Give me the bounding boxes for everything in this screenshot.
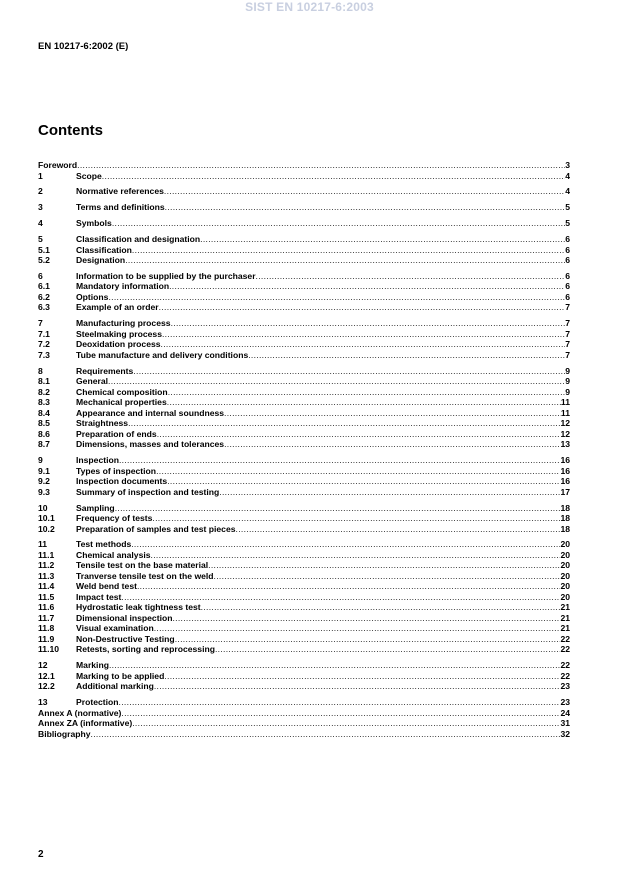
- toc-leader-dots: [77, 160, 565, 171]
- toc-entry[interactable]: [38, 487, 570, 498]
- toc-leader-dots: [121, 708, 560, 719]
- toc-leader-dots: [175, 634, 561, 645]
- toc-entry-page: 23: [560, 681, 570, 692]
- toc-entry-page: 24: [560, 707, 570, 718]
- toc-entry-number: 12.1: [38, 670, 55, 681]
- toc-entry-label: Normative references: [76, 186, 164, 197]
- toc-entry-number: 11.5: [38, 591, 55, 602]
- toc-leader-dots: [224, 408, 561, 419]
- toc-entry-number: 6.2: [38, 291, 50, 302]
- toc-entry-number: 7: [38, 318, 43, 329]
- document-id: EN 10217-6:2002 (E): [38, 41, 129, 52]
- toc-entry[interactable]: [38, 524, 570, 535]
- toc-leader-dots: [167, 476, 560, 487]
- toc-leader-dots: [167, 397, 561, 408]
- toc-entry-number: 11.9: [38, 633, 55, 644]
- toc-entry-page: 6: [565, 255, 570, 266]
- toc-leader-dots: [215, 644, 560, 655]
- toc-entry-number: 8.2: [38, 386, 50, 397]
- toc-entry-number: 12.2: [38, 681, 55, 692]
- toc-entry[interactable]: [38, 171, 570, 182]
- toc-leader-dots: [164, 671, 560, 682]
- toc-entry-page: 21: [560, 602, 570, 613]
- toc-entry-number: 9.1: [38, 465, 50, 476]
- toc-entry-label: Summary of inspection and testing: [76, 486, 220, 497]
- toc-entry-label: Impact test: [76, 591, 122, 602]
- toc-entry-number: 5: [38, 234, 43, 245]
- toc-entry[interactable]: [38, 234, 570, 245]
- toc-entry-label: Tube manufacture and delivery conditions: [76, 349, 249, 360]
- toc-entry[interactable]: [38, 376, 570, 387]
- toc-entry-page: 22: [560, 644, 570, 655]
- toc-leader-dots: [137, 581, 560, 592]
- toc-entry-page: 6: [565, 281, 570, 292]
- toc-entry-number: 6.1: [38, 281, 50, 292]
- toc-entry-label: Requirements: [76, 365, 134, 376]
- toc-entry-number: 3: [38, 202, 43, 213]
- toc-leader-dots: [169, 281, 565, 292]
- toc-leader-dots: [121, 592, 560, 603]
- toc-entry-number: 7.1: [38, 328, 50, 339]
- toc-entry-label: Designation: [76, 255, 126, 266]
- toc-leader-dots: [256, 271, 566, 282]
- toc-entry-page: 17: [560, 486, 570, 497]
- toc-entry[interactable]: [38, 160, 570, 171]
- toc-entry-number: 11.1: [38, 549, 55, 560]
- toc-entry-label: General: [76, 376, 109, 387]
- toc-entry-label: Mechanical properties: [76, 397, 167, 408]
- toc-entry-number: 5.1: [38, 244, 50, 255]
- toc-entry-label: Classification: [76, 244, 132, 255]
- toc-entry-page: 18: [560, 502, 570, 513]
- toc-entry-number: 4: [38, 218, 43, 229]
- toc-entry-page: 22: [560, 670, 570, 681]
- toc-entry[interactable]: [38, 397, 570, 408]
- toc-leader-dots: [109, 660, 560, 671]
- toc-entry-page: 9: [565, 376, 570, 387]
- toc-entry[interactable]: [38, 408, 570, 419]
- toc-entry[interactable]: [38, 718, 570, 729]
- toc-entry[interactable]: [38, 255, 570, 266]
- toc-entry-label: Test methods: [76, 539, 132, 550]
- toc-leader-dots: [112, 218, 565, 229]
- toc-entry-number: 11.10: [38, 644, 60, 655]
- toc-entry-label: Appearance and internal soundness: [76, 407, 225, 418]
- toc-leader-dots: [208, 560, 560, 571]
- toc-leader-dots: [115, 503, 561, 514]
- toc-entry-number: 6.3: [38, 302, 50, 313]
- toc-entry-label: Protection: [76, 697, 119, 708]
- toc-entry-label: Deoxidation process: [76, 339, 161, 350]
- toc-entry-number: 13: [38, 697, 48, 708]
- toc-entry[interactable]: [38, 681, 570, 692]
- toc-entry-page: 12: [560, 428, 570, 439]
- toc-entry-number: 7.3: [38, 349, 50, 360]
- toc-entry-number: 1: [38, 170, 43, 181]
- toc-leader-dots: [154, 623, 561, 634]
- toc-leader-dots: [132, 245, 565, 256]
- toc-entry[interactable]: [38, 623, 570, 634]
- toc-entry[interactable]: [38, 350, 570, 361]
- toc-entry-label: Annex ZA (informative): [38, 718, 133, 729]
- toc-entry-label: Information to be supplied by the purchaser: [76, 270, 256, 281]
- toc-entry-page: 5: [565, 202, 570, 213]
- toc-entry-label: Additional marking: [76, 681, 154, 692]
- toc-entry-page: 6: [565, 244, 570, 255]
- toc-entry-label: Annex A (normative): [38, 707, 122, 718]
- toc-entry-label: Tranverse tensile test on the weld: [76, 570, 214, 581]
- toc-leader-dots: [152, 513, 560, 524]
- toc-entry-page: 20: [560, 570, 570, 581]
- page-number: 2: [38, 849, 44, 860]
- toc-entry[interactable]: [38, 476, 570, 487]
- toc-entry-page: 7: [565, 328, 570, 339]
- toc-entry-page: 3: [565, 160, 570, 170]
- toc-entry-label: Tensile test on the base material: [76, 560, 209, 571]
- toc-entry-number: 10.2: [38, 523, 55, 534]
- toc-entry-number: 5.2: [38, 255, 50, 266]
- toc-entry-number: 9.2: [38, 476, 50, 487]
- toc-leader-dots: [200, 234, 565, 245]
- toc-entry-page: 20: [560, 539, 570, 550]
- toc-leader-dots: [159, 302, 566, 313]
- toc-entry-number: 8.3: [38, 397, 50, 408]
- toc-entry-label: Options: [76, 291, 109, 302]
- toc-entry-page: 7: [565, 339, 570, 350]
- toc-entry[interactable]: [38, 539, 570, 550]
- toc-entry-number: 2: [38, 186, 43, 197]
- toc-entry-page: 22: [560, 633, 570, 644]
- toc-entry-label: Example of an order: [76, 302, 159, 313]
- toc-entry-page: 20: [560, 591, 570, 602]
- toc-leader-dots: [171, 318, 566, 329]
- toc-entry[interactable]: [38, 186, 570, 197]
- toc-entry[interactable]: [38, 634, 570, 645]
- toc-entry[interactable]: [38, 466, 570, 477]
- watermark: SIST EN 10217-6:2003: [245, 0, 374, 14]
- toc-entry[interactable]: [38, 503, 570, 514]
- toc-entry-page: 21: [560, 612, 570, 623]
- toc-entry[interactable]: [38, 592, 570, 603]
- toc-entry[interactable]: [38, 245, 570, 256]
- toc-leader-dots: [128, 418, 560, 429]
- toc-entry-label: Types of inspection: [76, 465, 157, 476]
- toc-leader-dots: [165, 202, 566, 213]
- toc-leader-dots: [224, 439, 560, 450]
- toc-entry-number: 11.8: [38, 623, 55, 634]
- toc-entry-number: 11.6: [38, 602, 55, 613]
- toc-entry-label: Preparation of samples and test pieces: [76, 523, 236, 534]
- toc-entry-page: 31: [560, 718, 570, 729]
- toc-entry-number: 9: [38, 455, 43, 466]
- toc-entry-number: 8: [38, 365, 43, 376]
- toc-leader-dots: [119, 697, 561, 708]
- toc-leader-dots: [161, 339, 566, 350]
- toc-entry-label: Chemical analysis: [76, 549, 151, 560]
- toc-entry-label: Classification and designation: [76, 234, 201, 245]
- toc-entry-label: Terms and definitions: [76, 202, 165, 213]
- toc-leader-dots: [125, 255, 565, 266]
- toc-entry-label: Marking to be applied: [76, 670, 165, 681]
- toc-entry-page: 16: [560, 455, 570, 466]
- toc-entry[interactable]: [38, 581, 570, 592]
- toc-entry-label: Marking: [76, 660, 109, 671]
- toc-entry-label: Hydrostatic leak tightness test: [76, 602, 201, 613]
- toc-entry-number: 8.7: [38, 439, 50, 450]
- toc-entry-page: 12: [560, 418, 570, 429]
- toc-entry-number: 11.3: [38, 570, 55, 581]
- toc-entry-page: 11: [560, 407, 570, 418]
- toc-leader-dots: [108, 376, 565, 387]
- toc-entry-page: 7: [565, 349, 570, 360]
- toc-entry-page: 13: [560, 439, 570, 450]
- toc-leader-dots: [248, 350, 565, 361]
- toc-entry-page: 6: [565, 270, 570, 281]
- toc-entry-number: 8.4: [38, 407, 50, 418]
- toc-leader-dots: [156, 466, 560, 477]
- toc-entry[interactable]: [38, 671, 570, 682]
- toc-entry-label: Steelmaking process: [76, 328, 162, 339]
- toc-entry-page: 6: [565, 291, 570, 302]
- toc-entry-number: 12: [38, 660, 48, 671]
- toc-leader-dots: [91, 729, 561, 740]
- toc-entry-label: Bibliography: [38, 728, 91, 739]
- toc-entry-label: Dimensions, masses and tolerances: [76, 439, 225, 450]
- toc-entry-page: 16: [560, 465, 570, 476]
- toc-leader-dots: [132, 718, 560, 729]
- toc-entry-label: Scope: [76, 170, 102, 181]
- toc-entry-page: 6: [565, 234, 570, 245]
- toc-entry-number: 9.3: [38, 486, 50, 497]
- toc-entry[interactable]: [38, 613, 570, 624]
- toc-entry[interactable]: [38, 418, 570, 429]
- toc-entry-label: Visual examination: [76, 623, 154, 634]
- toc-entry-label: Dimensional inspection: [76, 612, 173, 623]
- toc-entry[interactable]: [38, 560, 570, 571]
- toc-entry[interactable]: [38, 602, 570, 613]
- toc-entry[interactable]: [38, 318, 570, 329]
- toc-entry-label: Inspection documents: [76, 476, 168, 487]
- toc-entry[interactable]: [38, 329, 570, 340]
- toc-entry-label: Chemical composition: [76, 386, 168, 397]
- toc-entry[interactable]: [38, 729, 570, 740]
- toc-leader-dots: [201, 602, 561, 613]
- toc-entry[interactable]: [38, 513, 570, 524]
- toc-entry-label: Preparation of ends: [76, 428, 157, 439]
- toc-entry-page: 5: [565, 218, 570, 229]
- toc-entry-page: 18: [560, 523, 570, 534]
- toc-entry-number: 10: [38, 502, 48, 513]
- toc-entry-page: 16: [560, 476, 570, 487]
- toc-entry[interactable]: [38, 218, 570, 229]
- toc-leader-dots: [164, 186, 565, 197]
- toc-leader-dots: [162, 329, 565, 340]
- toc-entry[interactable]: [38, 571, 570, 582]
- table-of-contents: [38, 160, 570, 739]
- toc-entry-page: 7: [565, 302, 570, 313]
- toc-entry-page: 20: [560, 581, 570, 592]
- toc-entry[interactable]: [38, 281, 570, 292]
- toc-leader-dots: [157, 429, 561, 440]
- toc-entry-page: 23: [560, 697, 570, 708]
- toc-leader-dots: [236, 524, 561, 535]
- toc-entry[interactable]: [38, 339, 570, 350]
- toc-leader-dots: [168, 387, 566, 398]
- toc-entry-number: 8.6: [38, 428, 50, 439]
- toc-entry-page: 22: [560, 660, 570, 671]
- toc-entry-label: Inspection: [76, 455, 119, 466]
- toc-entry-label: Manufacturing process: [76, 318, 171, 329]
- toc-entry[interactable]: [38, 550, 570, 561]
- toc-leader-dots: [151, 550, 561, 561]
- toc-entry-label: Retests, sorting and reprocessing: [76, 644, 215, 655]
- toc-entry-page: 9: [565, 365, 570, 376]
- toc-entry-number: 11: [38, 539, 48, 550]
- page-title: Contents: [38, 122, 103, 139]
- toc-entry-number: 11.7: [38, 612, 55, 623]
- toc-entry-page: 9: [565, 386, 570, 397]
- toc-entry-label: Frequency of tests: [76, 513, 153, 524]
- toc-entry-label: Foreword: [38, 160, 78, 170]
- toc-entry-number: 10.1: [38, 513, 55, 524]
- toc-leader-dots: [172, 613, 560, 624]
- toc-entry-number: 7.2: [38, 339, 50, 350]
- toc-entry-page: 11: [560, 397, 570, 408]
- toc-entry-page: 4: [565, 186, 570, 197]
- toc-entry-label: Mandatory information: [76, 281, 170, 292]
- toc-entry[interactable]: [38, 202, 570, 213]
- toc-entry[interactable]: [38, 429, 570, 440]
- toc-entry-number: 11.4: [38, 581, 55, 592]
- toc-entry[interactable]: [38, 366, 570, 377]
- toc-entry-page: 18: [560, 513, 570, 524]
- toc-entry[interactable]: [38, 660, 570, 671]
- toc-leader-dots: [154, 681, 561, 692]
- toc-leader-dots: [133, 366, 565, 377]
- toc-entry-number: 8.1: [38, 376, 50, 387]
- toc-entry[interactable]: [38, 271, 570, 282]
- toc-entry-number: 6: [38, 270, 43, 281]
- toc-leader-dots: [119, 455, 560, 466]
- toc-entry-page: 20: [560, 549, 570, 560]
- toc-entry[interactable]: [38, 439, 570, 450]
- toc-leader-dots: [102, 171, 565, 182]
- toc-entry[interactable]: [38, 387, 570, 398]
- toc-entry-number: 11.2: [38, 560, 55, 571]
- toc-leader-dots: [219, 487, 560, 498]
- toc-entry-page: 20: [560, 560, 570, 571]
- toc-entry-page: 21: [560, 623, 570, 634]
- toc-entry[interactable]: [38, 455, 570, 466]
- toc-entry-label: Sampling: [76, 502, 115, 513]
- toc-leader-dots: [214, 571, 561, 582]
- toc-entry[interactable]: [38, 697, 570, 708]
- toc-leader-dots: [131, 539, 560, 550]
- toc-entry-page: 4: [565, 170, 570, 181]
- toc-entry[interactable]: [38, 644, 570, 655]
- toc-entry[interactable]: [38, 708, 570, 719]
- toc-entry-label: Symbols: [76, 218, 112, 229]
- toc-entry-label: Non-Destructive Testing: [76, 633, 175, 644]
- toc-entry[interactable]: [38, 302, 570, 313]
- toc-entry-label: Weld bend test: [76, 581, 137, 592]
- toc-entry-label: Straightness: [76, 418, 129, 429]
- toc-entry-page: 7: [565, 318, 570, 329]
- toc-entry[interactable]: [38, 292, 570, 303]
- toc-leader-dots: [108, 292, 565, 303]
- toc-entry-number: 8.5: [38, 418, 50, 429]
- toc-entry-page: 32: [560, 728, 570, 739]
